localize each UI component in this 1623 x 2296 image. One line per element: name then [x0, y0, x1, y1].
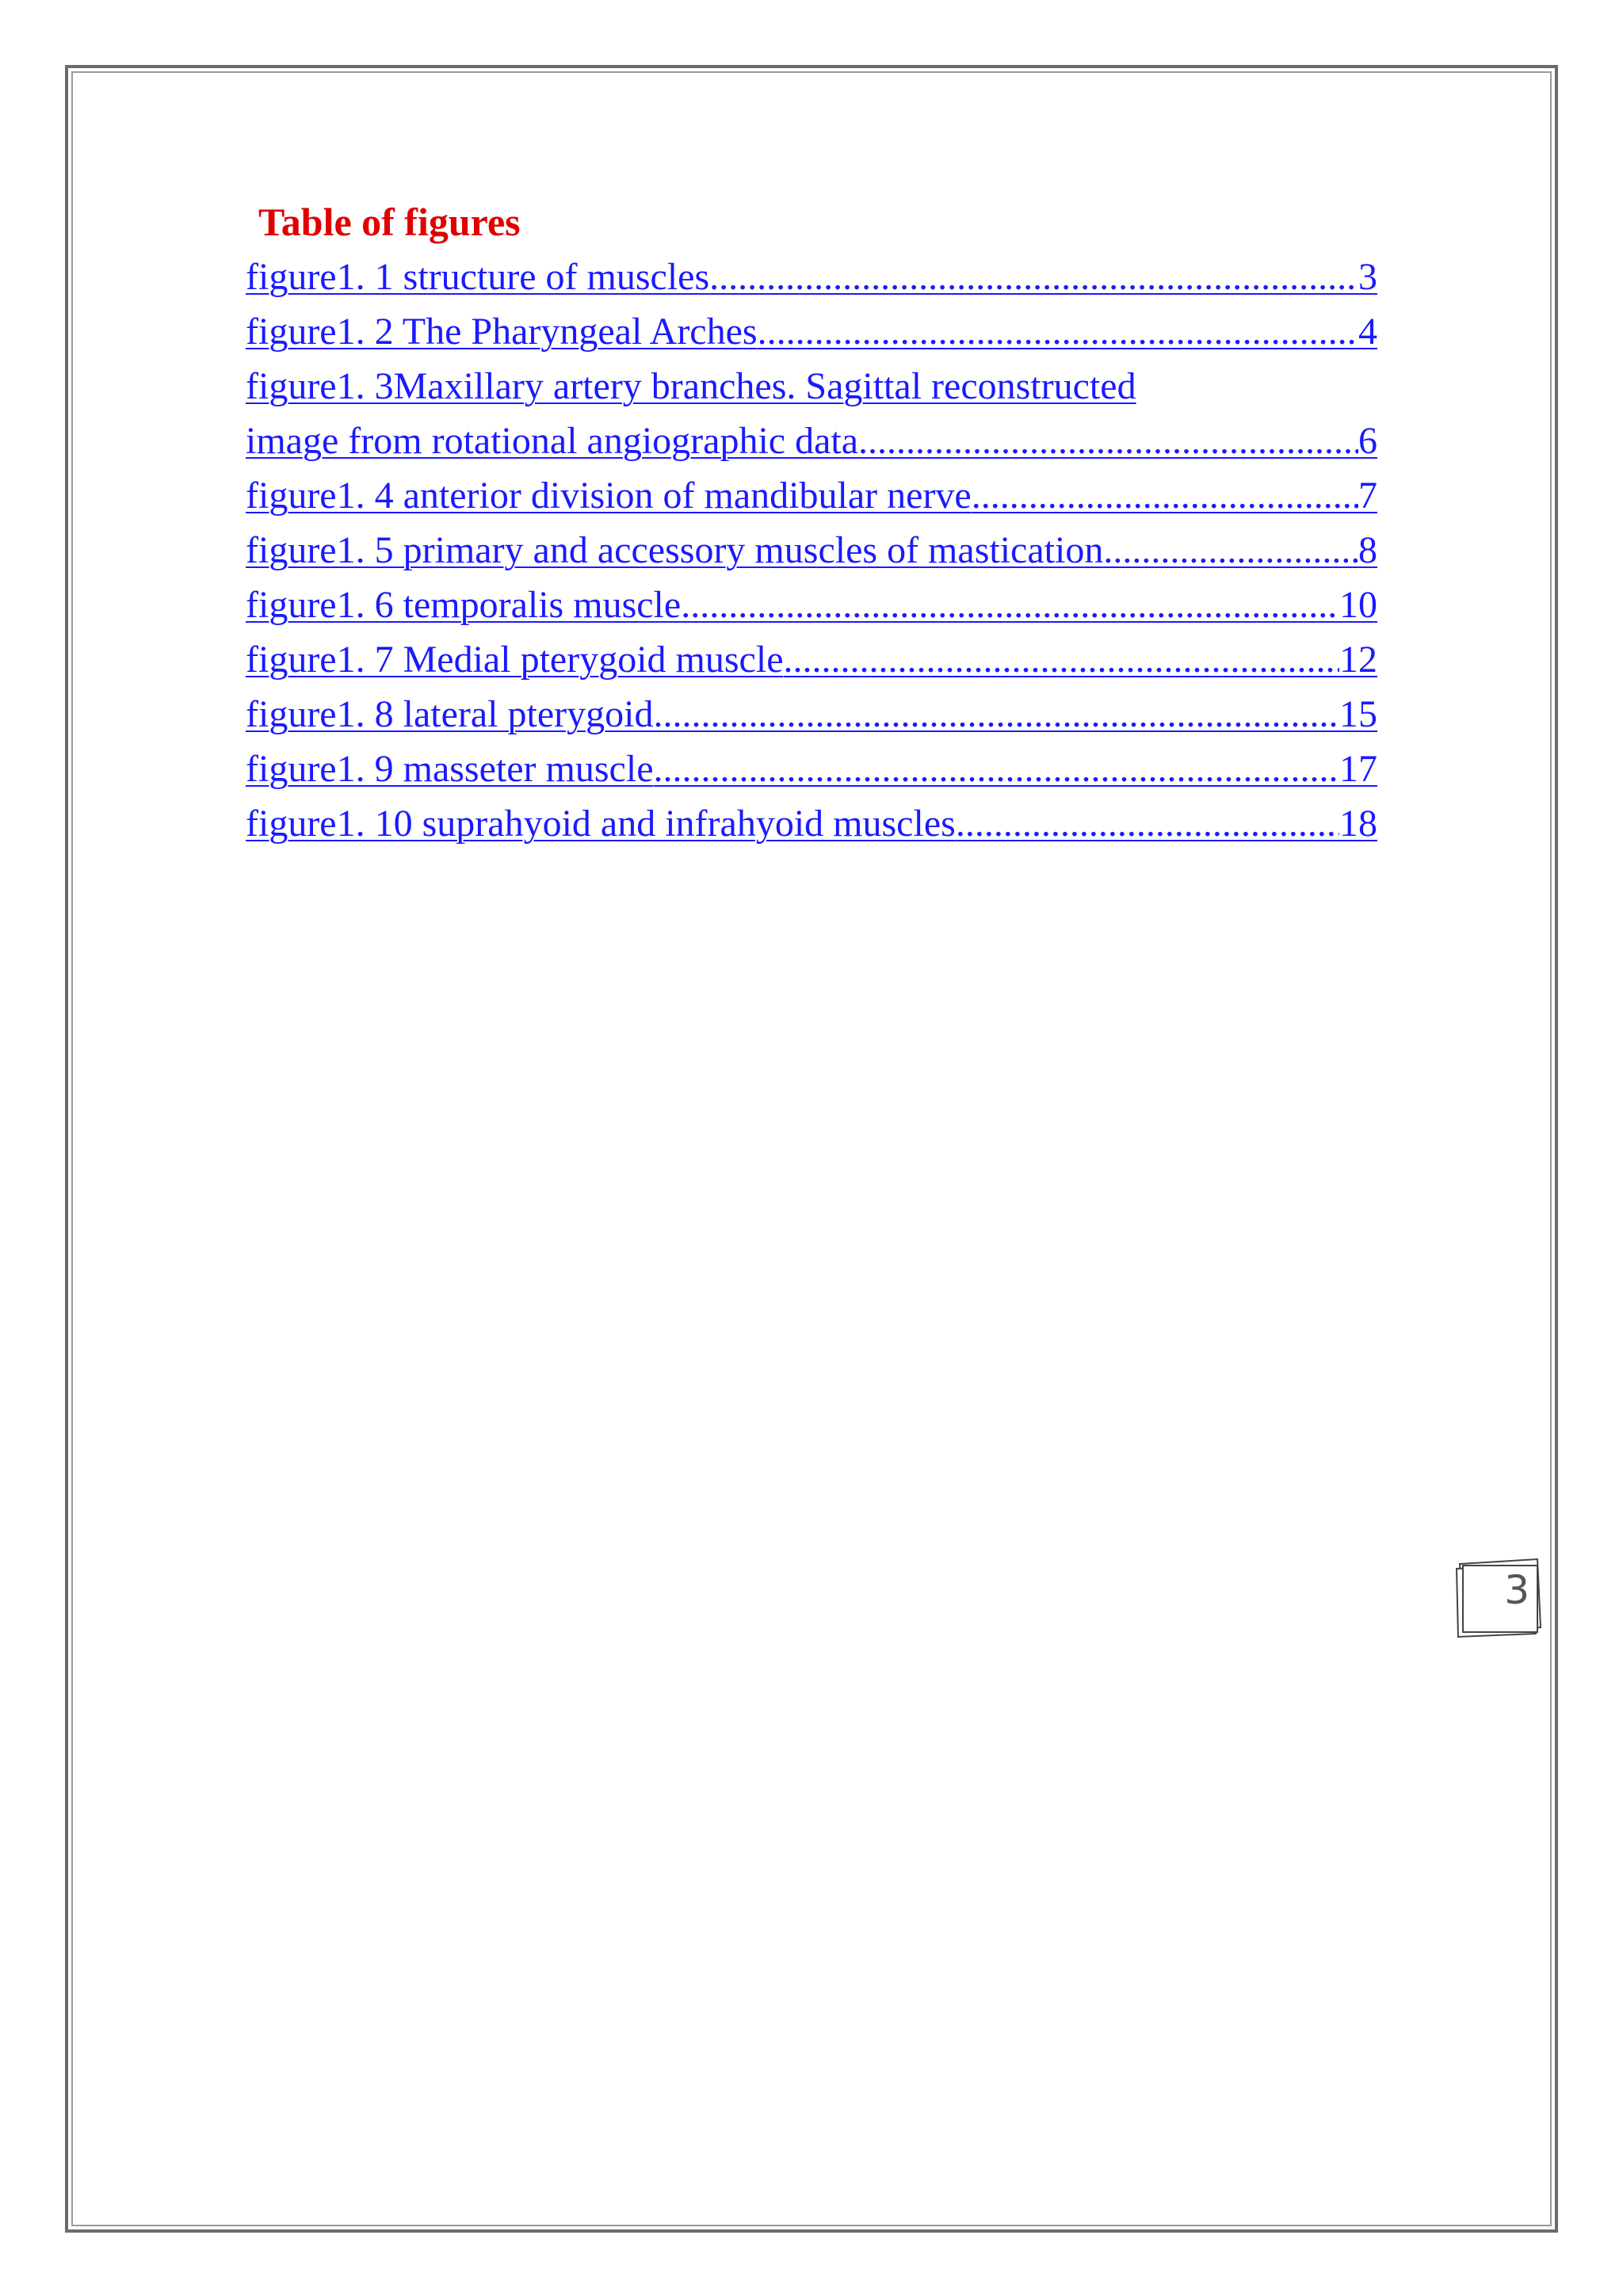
toc-entry-figure-1-4[interactable] [246, 468, 1377, 523]
entry-label: figure1. 2 The Pharyngeal Arches [246, 311, 758, 353]
toc-entry-figure-1-1[interactable] [246, 250, 1377, 304]
entry-page-number: 15 [1339, 693, 1377, 735]
dot-leader [858, 414, 1358, 468]
entry-page-number: 8 [1358, 529, 1377, 571]
stacked-pages-icon [1452, 1554, 1547, 1648]
entry-label: figure1. 1 structure of muscles [246, 256, 710, 298]
entry-page-number: 12 [1339, 639, 1377, 681]
toc-entry-figure-1-10[interactable] [246, 796, 1377, 851]
toc-entry-figure-1-8[interactable] [246, 687, 1377, 742]
entry-label: figure1. 10 suprahyoid and infrahyoid muscles [246, 803, 956, 845]
dot-leader [681, 578, 1339, 632]
dot-leader [758, 304, 1358, 359]
entry-page-number: 17 [1339, 748, 1377, 790]
entry-label-line-1: figure1. 3Maxillary artery branches. Sagittal reconstructed [246, 365, 1136, 407]
entry-label: figure1. 8 lateral pterygoid [246, 693, 654, 735]
dot-leader [1103, 523, 1358, 578]
dot-leader [709, 250, 1358, 304]
dot-leader [956, 796, 1339, 851]
dot-leader [653, 687, 1339, 742]
entry-label: figure1. 5 primary and accessory muscles of mastication [246, 529, 1104, 571]
entry-label: figure1. 6 temporalis muscle [246, 584, 682, 626]
entry-label: figure1. 7 Medial pterygoid muscle [246, 639, 784, 681]
dot-leader [972, 468, 1358, 523]
entry-page-number: 3 [1358, 256, 1377, 298]
entry-label: figure1. 9 masseter muscle [246, 748, 654, 790]
entry-page-number: 7 [1358, 475, 1377, 517]
entry-page-number: 4 [1358, 311, 1377, 353]
toc-entry-figure-1-5[interactable] [246, 523, 1377, 578]
dot-leader [654, 742, 1340, 796]
toc-entry-figure-1-3[interactable] [246, 359, 1377, 468]
toc-entry-figure-1-2[interactable] [246, 304, 1377, 359]
page-number: 3 [1504, 1567, 1529, 1613]
entry-label: figure1. 4 anterior division of mandibular nerve [246, 475, 972, 517]
toc-entry-figure-1-7[interactable] [246, 632, 1377, 687]
toc-entry-figure-1-6[interactable] [246, 578, 1377, 632]
entry-label-line-2: image from rotational angiographic data [246, 420, 859, 462]
entry-page-number: 18 [1339, 803, 1377, 845]
dot-leader [784, 632, 1340, 687]
toc-title: Table of figures [258, 200, 521, 244]
table-of-figures [246, 194, 1377, 851]
page-number-badge [1452, 1554, 1547, 1648]
toc-entry-figure-1-9[interactable] [246, 742, 1377, 796]
entry-page-number: 6 [1358, 420, 1377, 462]
entry-page-number: 10 [1339, 584, 1377, 626]
